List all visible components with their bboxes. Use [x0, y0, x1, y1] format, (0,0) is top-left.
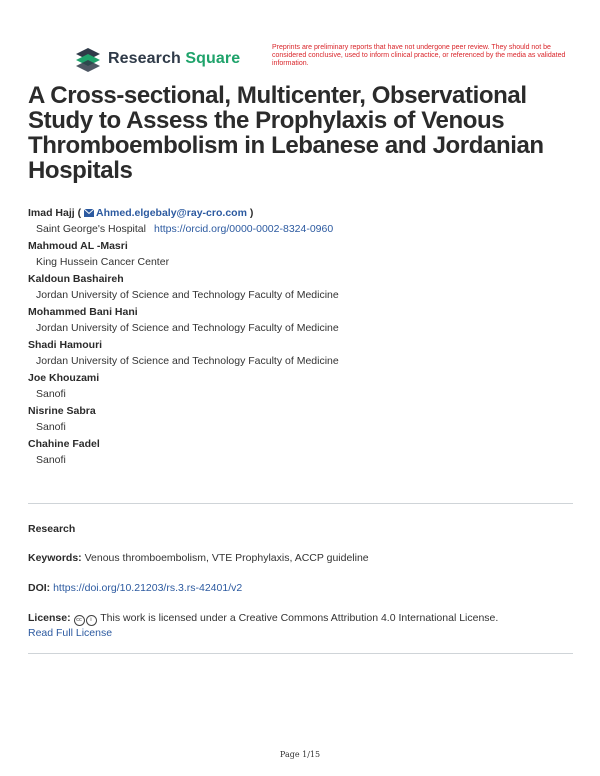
paper-title: A Cross-sectional, Multicenter, Observational Study to Assess the Prophylaxis of Venous Thromboembolism in Lebanese and Jordanian Hospitals [28, 82, 544, 184]
author-entry [28, 437, 573, 468]
author-name: Joe Khouzami [28, 372, 100, 384]
author-name: Mahmoud AL -Masri [28, 240, 128, 252]
author-affiliation: Jordan University of Science and Technology Faculty of Medicine [36, 355, 339, 367]
author-affiliation: Sanofi [36, 454, 66, 466]
page-header [0, 0, 600, 80]
author-name: Kaldoun Bashaireh [28, 273, 124, 285]
keywords-value: Venous thromboembolism, VTE Prophylaxis, ACCP guideline [84, 552, 369, 564]
keywords-line [28, 551, 573, 566]
license-text: This work is licensed under a Creative Commons Attribution 4.0 International License. [100, 612, 499, 624]
article-type: Research [28, 523, 76, 535]
author-entry [28, 404, 573, 435]
license-line [28, 611, 573, 641]
author-affiliation: Saint George's Hospital [36, 223, 146, 235]
logo-text: Research Square [108, 50, 241, 67]
author-entry: Imad Hajj ( Ahmed.elgebaly@ray-cro.com ) Saint George's Hospital https://orcid.org/0000-0002-8324-0960 [28, 207, 334, 235]
section-divider [28, 503, 573, 504]
author-entry [28, 272, 573, 303]
author-name: Imad Hajj [28, 207, 75, 219]
author-affiliation: Sanofi [36, 388, 66, 400]
page-number: Page 1/15 [279, 750, 321, 759]
doi-link[interactable]: https://doi.org/10.21203/rs.3.rs-42401/v2 [53, 582, 243, 594]
doi-label: DOI: [28, 582, 51, 594]
research-square-logo[interactable] [74, 46, 240, 72]
author-email-link[interactable]: Ahmed.elgebaly@ray-cro.com [84, 207, 247, 219]
author-list [28, 206, 573, 470]
orcid-link[interactable]: https://orcid.org/0000-0002-8324-0960 [153, 223, 334, 235]
creative-commons-icon: cc [74, 615, 85, 626]
read-full-license-link[interactable]: Read Full License [28, 627, 113, 639]
author-name: Mohammed Bani Hani [28, 306, 138, 318]
mail-icon [84, 209, 94, 217]
author-entry [28, 239, 573, 270]
author-name: Nisrine Sabra [28, 405, 96, 417]
author-affiliation: Sanofi [36, 421, 66, 433]
keywords-label: Keywords: [28, 552, 82, 564]
doi-line [28, 581, 573, 596]
attribution-icon: i [86, 615, 97, 626]
author-entry [28, 305, 573, 336]
section-divider [28, 653, 573, 654]
author-name: Shadi Hamouri [28, 339, 103, 351]
author-entry [28, 338, 573, 369]
license-label: License: [28, 612, 71, 624]
preprint-notice: Preprints are preliminary reports that have not undergone peer review. They should not be considered conclusive, used to inform clinical practice, or referenced by the media as validated information. [272, 44, 566, 67]
author-affiliation: Jordan University of Science and Technology Faculty of Medicine [36, 322, 339, 334]
author-affiliation: Jordan University of Science and Technology Faculty of Medicine [36, 289, 339, 301]
author-entry [28, 371, 573, 402]
research-square-logo-icon [74, 46, 102, 72]
author-affiliation: King Hussein Cancer Center [36, 256, 170, 268]
author-name: Chahine Fadel [28, 438, 100, 450]
